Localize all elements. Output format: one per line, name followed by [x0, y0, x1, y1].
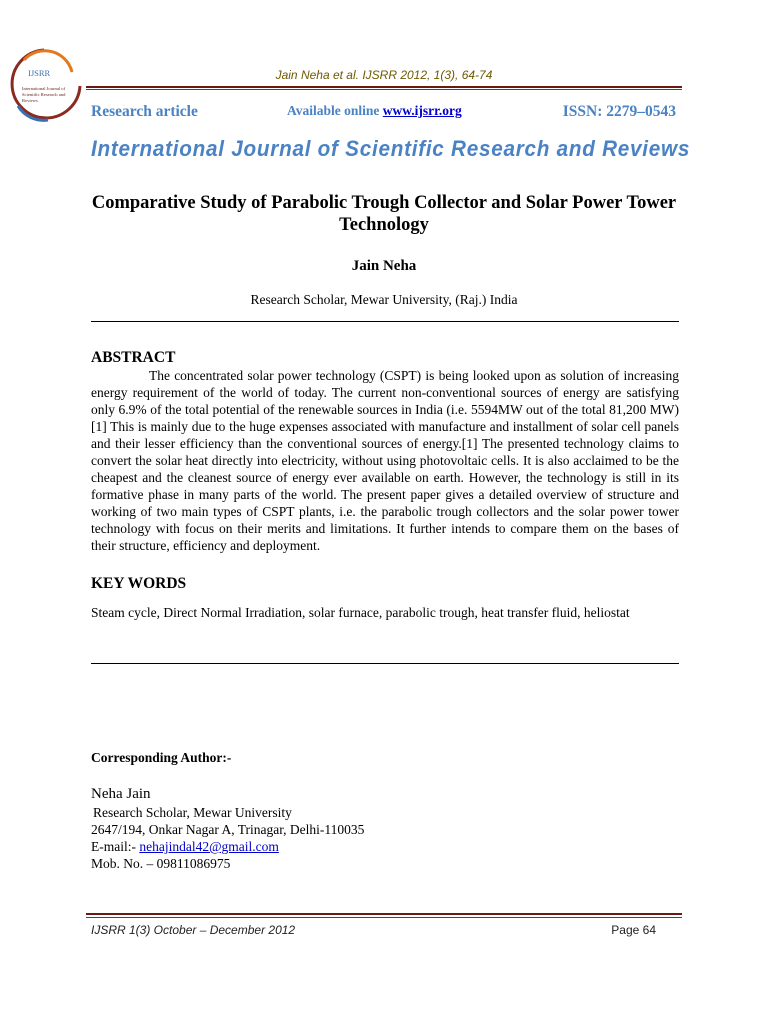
header-rule	[86, 86, 682, 88]
corresponding-name: Neha Jain	[91, 786, 151, 802]
svg-text:International Journal of: International Journal of	[22, 86, 66, 91]
keywords-heading: KEY WORDS	[91, 575, 187, 592]
availability-line	[287, 103, 462, 119]
divider-bottom	[91, 663, 679, 664]
journal-name: International Journal of Scientific Research and Reviews	[91, 136, 691, 161]
paper-title: Comparative Study of Parabolic Trough Collector and Solar Power Tower Technology	[91, 193, 677, 235]
author-affiliation: Research Scholar, Mewar University, (Raj.) India	[250, 292, 518, 307]
footer-rule-thin	[86, 917, 682, 918]
article-type: Research article	[91, 103, 198, 120]
divider-top	[91, 321, 679, 322]
email-link[interactable]: nehajindal42@gmail.com	[139, 839, 279, 854]
corresponding-heading: Corresponding Author:-	[91, 750, 232, 765]
website-link[interactable]: www.ijsrr.org	[382, 103, 462, 118]
abstract-heading: ABSTRACT	[91, 349, 176, 366]
citation-line: Jain Neha et al. IJSRR 2012, 1(3), 64-74	[275, 68, 493, 82]
corresponding-affiliation: Research Scholar, Mewar University	[93, 805, 292, 820]
corresponding-email-line	[91, 839, 279, 855]
email-label: E-mail:-	[91, 839, 140, 854]
svg-text:Scientific Research and: Scientific Research and	[22, 92, 66, 97]
page-number: Page 64	[611, 923, 656, 937]
footer-rule	[86, 913, 682, 915]
svg-text:Reviews: Reviews	[22, 98, 38, 103]
corresponding-mobile: Mob. No. – 09811086975	[91, 856, 231, 871]
available-label: Available online	[287, 103, 380, 118]
corresponding-address: 2647/194, Onkar Nagar A, Trinagar, Delhi-110035	[91, 822, 365, 837]
paper-author: Jain Neha	[351, 258, 417, 274]
footer-issue: IJSRR 1(3) October – December 2012	[91, 923, 296, 937]
issn: ISSN: 2279–0543	[562, 103, 676, 120]
abstract-text: The concentrated solar power technology (CSPT) is being looked upon as solution of increasing energy requirement of the world of today. The current non-conventional sources of energy are satisfying only 6.9% of the total potential of the renewable sources in India (i.e. 5594MW out of the total 81,200 MW) [1] This is mainly due to the huge expenses associated with manufacture and installment of solar cell panels and their lesser efficiency than the conventional sources of energy.[1] The presented technology claims to convert the solar heat directly into electricity, without using photovoltaic cells. It is also acclaimed to be the cheapest and the cleanest source of energy ever available on earth. However, the technology is still in its formative phase in many parts of the world. The present paper gives a detailed overview of structure and working of two main types of CSPT plants, i.e. the parabolic trough collectors and the solar power tower technology with focus on their merits and limitations. It further intends to compare them on the bases of their structure, efficiency and deployment.	[91, 368, 679, 553]
keywords-text: Steam cycle, Direct Normal Irradiation, solar furnace, parabolic trough, heat transfer fluid, heliostat	[91, 605, 630, 620]
header-rule-thin	[86, 89, 682, 90]
logo-acronym: IJSRR	[28, 68, 51, 78]
journal-logo	[4, 46, 84, 130]
